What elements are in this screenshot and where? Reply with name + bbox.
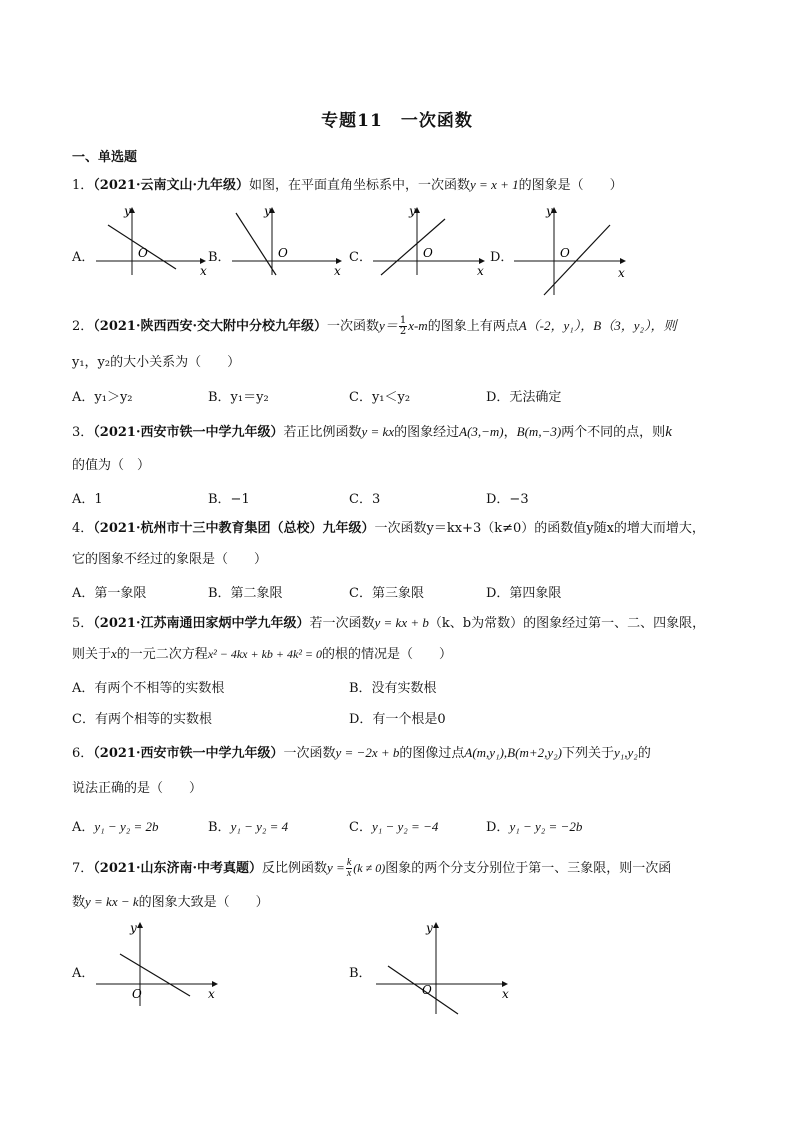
q7-option-b-label: B． xyxy=(349,966,372,981)
q6-text-d: 的 xyxy=(637,746,651,761)
q6-option-b xyxy=(208,816,288,835)
q7-source: （2021·山东济南·中考真题） xyxy=(93,861,263,876)
question-4 xyxy=(72,520,705,538)
q7-fraction xyxy=(346,858,352,879)
q1-option-d-label: D． xyxy=(490,250,514,265)
q6-text-c: 下列关于 xyxy=(561,746,614,761)
q7-line2-a: 数 xyxy=(72,895,86,910)
q7-text-b: 图象的两个分支分别位于第一、三象限，则一次函 xyxy=(385,861,672,876)
q3-formula: y = kx xyxy=(361,424,395,439)
q2-frac-num: 1 xyxy=(399,315,407,326)
q7b-origin-label: O xyxy=(422,983,432,997)
q7-option-a-label: A． xyxy=(72,966,95,981)
q2-source: （2021·陕西西安·交大附中分校九年级） xyxy=(93,319,328,334)
q6-option-d-math: y₁ − y₂ = −2b xyxy=(509,819,583,834)
question-7 xyxy=(72,858,671,879)
q3-text-b: 的图象经过 xyxy=(394,425,460,440)
q1-text-a: 如图，在平面直角坐标系中，一次函数 xyxy=(249,178,471,193)
q1c-x-label: x xyxy=(477,264,484,278)
q6-points: A(m,y₁),B(m+2,y₂) xyxy=(464,745,562,760)
q3-option-d: D．−3 xyxy=(486,492,529,507)
q7-line-2 xyxy=(72,893,269,912)
q2-frac-den: 2 xyxy=(399,326,407,337)
q7b-y-label: y xyxy=(426,921,433,935)
q3-text-c: 两个不同的点，则 xyxy=(561,425,666,440)
q4-source: （2021·杭州市十三中教育集团（总校）九年级） xyxy=(93,521,375,536)
q5-text-a: 若一次函数 xyxy=(309,616,375,631)
q7-option-b-graph xyxy=(376,920,516,1024)
q5-option-c: C．有两个相等的实数根 xyxy=(72,712,212,727)
q7a-origin-label: O xyxy=(132,987,142,1001)
q6-text-b: 的图像过点 xyxy=(399,746,465,761)
q6-option-d xyxy=(486,816,582,835)
q1b-x-label: x xyxy=(334,264,341,278)
q1-option-c-graph xyxy=(373,205,491,281)
q1-option-b-label: B． xyxy=(208,250,231,265)
question-2 xyxy=(72,316,677,337)
q3-text-a: 若正比例函数 xyxy=(283,425,362,440)
q7-y-eq: y = xyxy=(327,860,345,875)
question-1 xyxy=(72,176,623,195)
q3-point-a: A(3,−m) xyxy=(459,424,504,439)
q5-formula: y = kx + b xyxy=(374,615,429,630)
q3-option-b: B．−1 xyxy=(208,492,250,507)
q7-option-a-graph xyxy=(96,920,224,1014)
q6-option-c-math: y₁ − y₂ = −4 xyxy=(371,819,439,834)
q6-option-c-letter: C． xyxy=(349,820,372,835)
q4-option-c: C．第三象限 xyxy=(349,586,424,601)
q3-number: 3． xyxy=(72,425,94,440)
q4-option-a: A．第一象限 xyxy=(72,586,147,601)
q2-number: 2． xyxy=(72,319,94,334)
q1c-y-label: y xyxy=(409,204,416,218)
q1-text-b: 的图象是（ ） xyxy=(518,178,623,193)
q6-number: 6． xyxy=(72,746,94,761)
q7a-y-label: y xyxy=(130,921,137,935)
q3-option-a: A．1 xyxy=(72,492,103,507)
q4-line-2: 它的图象不经过的象限是（ ） xyxy=(72,552,268,567)
q1a-x-label: x xyxy=(200,264,207,278)
q1a-origin-label: O xyxy=(138,246,148,260)
q6-option-c xyxy=(349,816,438,835)
q3-line-2: 的值为（ ） xyxy=(72,458,151,473)
q2-points: A（-2，y₁），B（3，y₂），则 xyxy=(518,318,677,333)
q1b-y-label: y xyxy=(264,204,271,218)
q7-formula: y = kx − k xyxy=(85,894,139,909)
q2-text-b: x-m xyxy=(408,318,428,333)
q1a-y-label: y xyxy=(124,204,131,218)
q2-y-eq: y＝ xyxy=(379,318,398,333)
section-heading: 一、单选题 xyxy=(72,150,138,165)
q6-formula: y = −2x + b xyxy=(335,745,400,760)
q5-equation: x² − 4kx + kb + 4k² = 0 xyxy=(207,647,323,661)
q5-text-b: （k、b为常数）的图象经过第一、二、四象限， xyxy=(428,616,706,631)
q7a-x-label: x xyxy=(208,987,215,1001)
q2-option-a: A．y₁＞y₂ xyxy=(72,390,133,405)
q6-option-d-letter: D． xyxy=(486,820,510,835)
q7-number: 7． xyxy=(72,861,94,876)
q5-line2-c: 的根的情况是（ ） xyxy=(322,647,453,662)
q5-x: x xyxy=(111,646,117,661)
q6-option-a-letter: A． xyxy=(72,820,95,835)
q2-text-a: 一次函数 xyxy=(327,319,380,334)
q2-text-c: 的图象上有两点 xyxy=(427,319,519,334)
q1d-y-label: y xyxy=(546,204,553,218)
q1-option-d-graph xyxy=(514,205,632,303)
q1-option-b-graph xyxy=(232,205,344,281)
q7b-x-label: x xyxy=(502,987,509,1001)
q5-line2-a: 则关于 xyxy=(72,647,112,662)
q7-line2-b: 的图象大致是（ ） xyxy=(138,895,269,910)
q6-line-2: 说法正确的是（ ） xyxy=(72,781,203,796)
q1-option-a-label: A． xyxy=(72,250,95,265)
q1c-origin-label: O xyxy=(423,246,433,260)
q2-option-d: D．无法确定 xyxy=(486,390,562,405)
q4-option-d: D．第四象限 xyxy=(486,586,562,601)
q3-source: （2021·西安市铁一中学九年级） xyxy=(93,425,284,440)
q7-condition: (k ≠ 0) xyxy=(353,861,386,875)
q7-text-a: 反比例函数 xyxy=(262,861,328,876)
q1-formula: y = x + 1 xyxy=(470,177,519,192)
q5-option-a: A．有两个不相等的实数根 xyxy=(72,681,225,696)
q2-fraction xyxy=(399,316,407,337)
q3-k: k xyxy=(665,424,672,440)
q5-option-d: D．有一个根是0 xyxy=(349,712,446,727)
page-title: 专题11 一次函数 xyxy=(321,111,473,131)
q6-option-a-math: y₁ − y₂ = 2b xyxy=(94,819,159,834)
q1-source: （2021·云南文山·九年级） xyxy=(93,178,250,193)
q2-option-c: C．y₁＜y₂ xyxy=(349,390,411,405)
q7-frac-den: x xyxy=(346,868,352,879)
q6-option-a xyxy=(72,816,159,835)
q7-frac-num: k xyxy=(346,857,352,868)
q3-option-c: C．3 xyxy=(349,492,381,507)
q5-source: （2021·江苏南通田家炳中学九年级） xyxy=(93,616,310,631)
q1b-origin-label: O xyxy=(278,246,288,260)
q3-sep: ， xyxy=(503,425,517,440)
question-5 xyxy=(72,614,705,633)
q4-number: 4． xyxy=(72,521,94,536)
q4-option-b: B．第二象限 xyxy=(208,586,283,601)
q2-line-2: y₁，y₂的大小关系为（ ） xyxy=(72,355,241,370)
q5-number: 5． xyxy=(72,616,94,631)
q1-option-c-label: C． xyxy=(349,250,372,265)
q5-option-b: B．没有实数根 xyxy=(349,681,437,696)
q2-option-b: B．y₁＝y₂ xyxy=(208,390,269,405)
q4-text-a: 一次函数y＝kx+3（k≠0）的函数值y随x的增大而增大， xyxy=(374,521,705,536)
q1-option-a-graph xyxy=(96,205,208,281)
question-6 xyxy=(72,744,651,763)
q1-number: 1． xyxy=(72,178,94,193)
q6-option-b-math: y₁ − y₂ = 4 xyxy=(230,819,289,834)
q6-option-b-letter: B． xyxy=(208,820,231,835)
q5-line-2 xyxy=(72,645,452,664)
q6-source: （2021·西安市铁一中学九年级） xyxy=(93,746,284,761)
q6-text-a: 一次函数 xyxy=(283,746,336,761)
q5-line2-b: 的一元二次方程 xyxy=(116,647,208,662)
q1d-origin-label: O xyxy=(560,246,570,260)
q3-point-b: B(m,−3) xyxy=(516,424,562,439)
q6-y1y2: y₁,y₂ xyxy=(613,745,638,760)
question-3 xyxy=(72,423,672,442)
q1d-x-label: x xyxy=(618,266,625,280)
